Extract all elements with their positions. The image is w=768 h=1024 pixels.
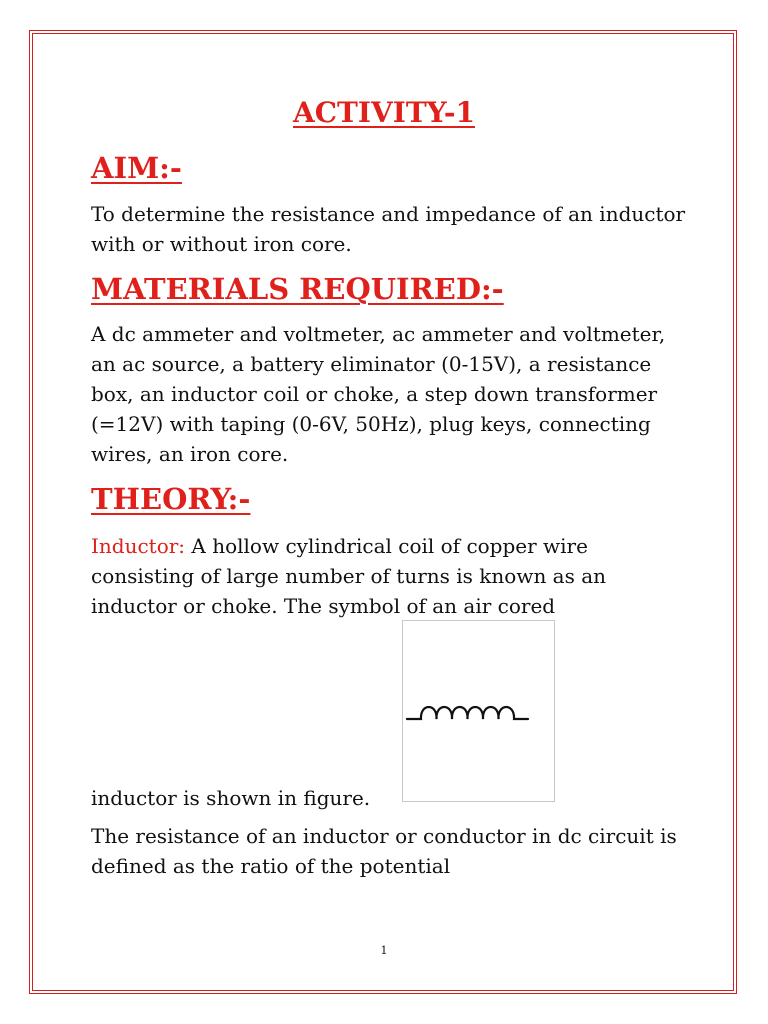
figure-caption: inductor is shown in figure. <box>91 786 371 810</box>
inductor-definition-text: A hollow cylindrical coil of copper wire consisting of large number of turns is known as an inductor or choke. The symbol of an air cored <box>91 534 607 618</box>
inductor-coil-icon <box>403 621 556 803</box>
theory-heading: THEORY:- <box>91 482 251 516</box>
materials-heading: MATERIALS REQUIRED:- <box>91 272 504 306</box>
resistance-text: The resistance of an inductor or conductor in dc circuit is defined as the ratio of the potential <box>91 824 677 878</box>
page-number: 1 <box>380 944 388 957</box>
aim-heading: AIM:- <box>91 151 182 185</box>
inductor-figure <box>402 620 555 802</box>
inductor-term: Inductor: <box>91 534 186 558</box>
inductor-coil-path <box>407 707 528 719</box>
activity-title <box>91 96 691 129</box>
activity-title-text: ACTIVITY-1 <box>293 96 475 129</box>
aim-text: To determine the resistance and impedance of an inductor with or without iron core. <box>91 202 686 256</box>
materials-text: A dc ammeter and voltmeter, ac ammeter and voltmeter, an ac source, a battery eliminator (0-15V), a resistance box, an inductor coil or choke, a step down transformer (=12V) with taping (0-6V, 50Hz), plug keys, connecting wires, an iron core. <box>91 322 666 466</box>
inductor-definition <box>91 531 631 621</box>
